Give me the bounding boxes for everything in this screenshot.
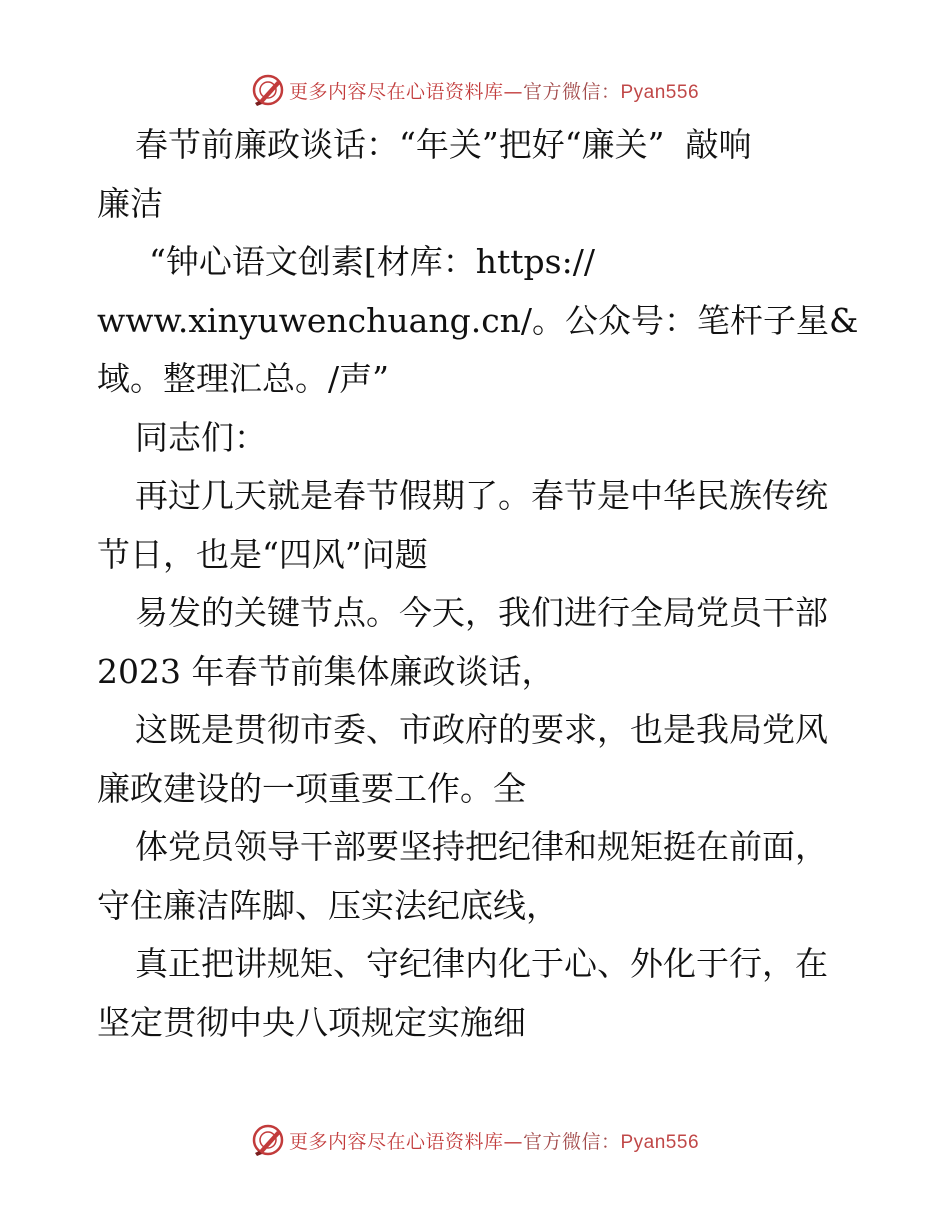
paragraph-5-line-1: 真正把讲规矩、守纪律内化于心、外化于行，在 <box>135 944 828 983</box>
paragraph-2-line-1: 易发的关键节点。今天，我们进行全局党员干部 <box>135 593 828 632</box>
title-line-2: 廉洁 <box>97 183 163 223</box>
source-line-1: “钟心语文创素[材库：https:// <box>149 242 595 281</box>
pen-seal-logo-icon <box>251 73 285 107</box>
pen-seal-logo-icon <box>251 1123 285 1157</box>
watermark-text: 更多内容尽在心语资料库—官方微信：Pyan556 <box>288 1130 700 1153</box>
paragraph-3-line-2: 廉政建设的一项重要工作。全 <box>97 768 526 808</box>
paragraph-1-line-1: 再过几天就是春节假期了。春节是中华民族传统 <box>135 476 828 515</box>
source-note <box>97 233 867 409</box>
source-line-2: www.xinyuwenchuang.cn/。公众号：笔杆子星& <box>97 300 859 340</box>
source-line-3: 域。整理汇总。/声” <box>97 359 389 398</box>
paragraph-2 <box>97 584 867 701</box>
paragraph-4 <box>97 818 867 935</box>
document-title <box>97 116 867 233</box>
paragraph-1-line-2: 节日，也是“四风”问题 <box>97 534 428 574</box>
paragraph-1 <box>97 467 867 584</box>
footer-watermark <box>0 1120 950 1160</box>
paragraph-5 <box>97 935 867 1052</box>
title-line-1: 春节前廉政谈话：“年关”把好“廉关” 敲响 <box>135 125 752 164</box>
salutation-text: 同志们： <box>135 417 267 457</box>
paragraph-4-line-2: 守住廉洁阵脚、压实法纪底线， <box>97 885 559 925</box>
paragraph-2-line-2: 2023 年春节前集体廉政谈话， <box>97 651 555 691</box>
header-watermark <box>0 70 950 110</box>
document-body <box>97 116 867 1052</box>
paragraph-5-line-2: 坚定贯彻中央八项规定实施细 <box>97 1002 526 1042</box>
paragraph-4-line-1: 体党员领导干部要坚持把纪律和规矩挺在前面， <box>135 827 828 866</box>
paragraph-3 <box>97 701 867 818</box>
salutation <box>97 409 867 468</box>
paragraph-3-line-1: 这既是贯彻市委、市政府的要求，也是我局党风 <box>135 710 828 749</box>
watermark-text: 更多内容尽在心语资料库—官方微信：Pyan556 <box>288 80 700 103</box>
